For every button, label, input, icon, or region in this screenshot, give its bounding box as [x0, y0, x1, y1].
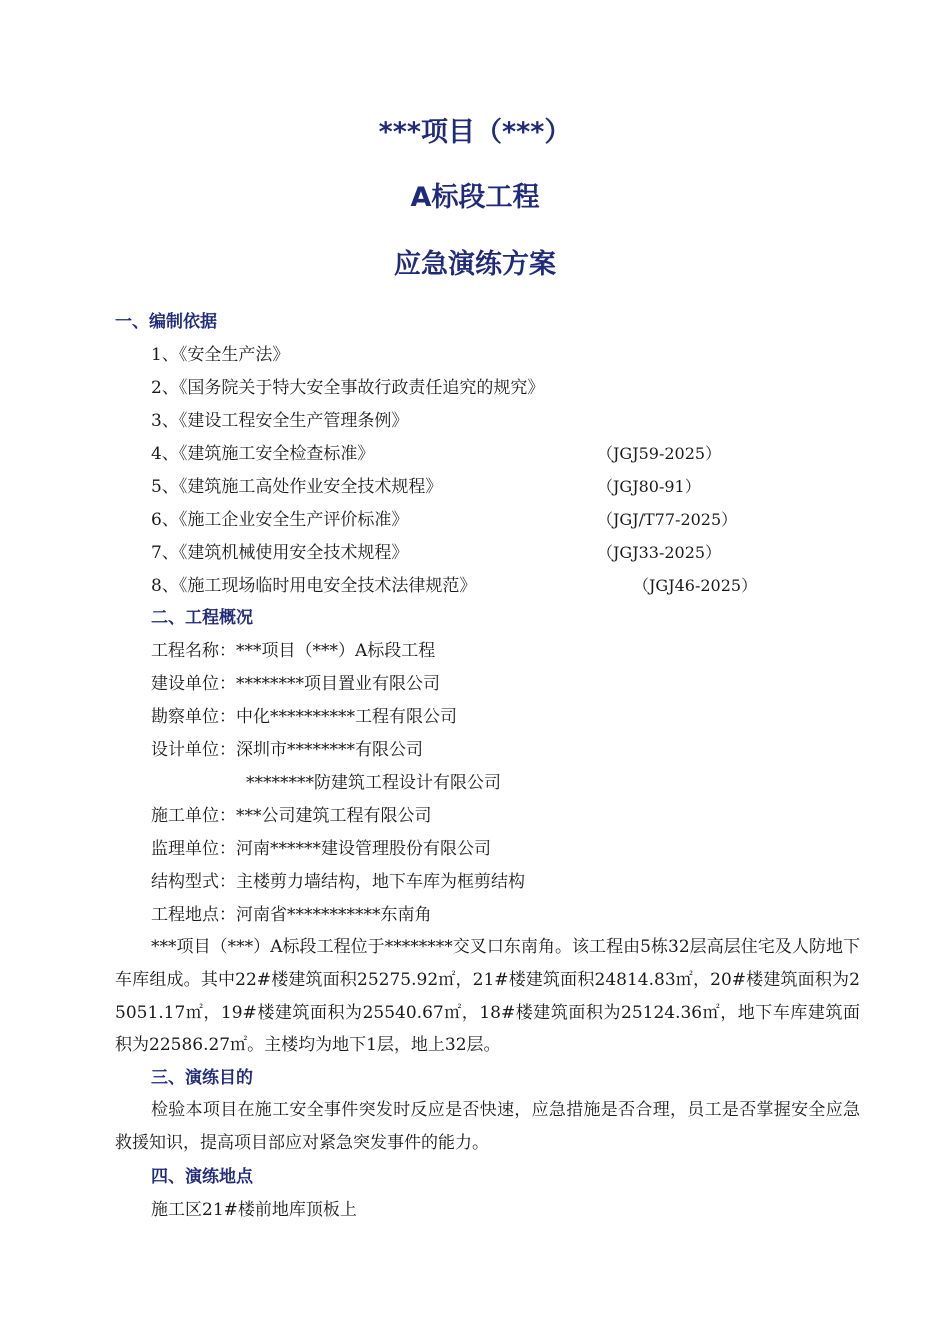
section-heading-basis: 一、编制依据 [115, 312, 217, 332]
basis-item-3: 3、《建设工程安全生产管理条例》 [151, 411, 409, 431]
purpose-paragraph: 检验本项目在施工安全事件突发时反应是否快速，应急措施是否合理，员工是否掌握安全应急救援知识，提高项目部应对紧急突发事件的能力。 [115, 1100, 860, 1153]
overview-design-unit-2: ********防建筑工程设计有限公司 [246, 773, 501, 793]
overview-location: 工程地点：河南省***********东南角 [151, 905, 432, 925]
section-heading-overview: 二、工程概况 [151, 608, 253, 628]
drill-location: 施工区21#楼前地库顶板上 [151, 1200, 357, 1220]
basis-item-4: 4、《建筑施工安全检查标准》 [151, 444, 375, 464]
basis-item-2: 2、《国务院关于特大安全事故行政责任追究的规究》 [151, 378, 545, 398]
basis-item-1: 1、《安全生产法》 [151, 345, 290, 365]
basis-item-5: 5、《建筑施工高处作业安全技术规程》 [151, 477, 443, 497]
overview-structure-type: 结构型式：主楼剪力墙结构，地下车库为框剪结构 [151, 872, 525, 892]
overview-design-unit: 设计单位：深圳市********有限公司 [151, 740, 423, 760]
basis-item-8-code: （JGJ46-2025） [633, 576, 758, 595]
overview-supervision-unit: 监理单位：河南******建设管理股份有限公司 [151, 839, 491, 859]
basis-item-6-code: （JGJ/T77-2025） [597, 510, 738, 529]
section-heading-purpose: 三、演练目的 [151, 1068, 253, 1088]
overview-paragraph: ***项目（***）A标段工程位于********交叉口东南角。该工程由5栋32层高层住宅及人防地下车库组成。其中22#楼建筑面积25275.92㎡，21#楼建筑面积24814.83㎡，20#楼建筑面积为25051.17㎡，19#楼建筑面积为25540.67㎡，18#楼建筑面积为25124.36㎡，地下车库建筑面积为22586.27㎡。主楼均为地下1层，地上32层。 [115, 937, 860, 1056]
document-title-line-3: 应急演练方案 [394, 249, 556, 280]
document-title-line-2: A标段工程 [410, 182, 540, 213]
document-title-line-1: ***项目（***） [378, 117, 572, 148]
section-heading-location: 四、演练地点 [151, 1167, 253, 1187]
overview-survey-unit: 勘察单位：中化**********工程有限公司 [151, 707, 457, 727]
basis-item-5-code: （JGJ80-91） [597, 477, 701, 496]
basis-item-4-code: （JGJ59-2025） [597, 444, 722, 463]
basis-item-7-code: （JGJ33-2025） [597, 543, 722, 562]
overview-construction-unit: 施工单位：***公司建筑工程有限公司 [151, 806, 432, 826]
basis-item-8: 8、《施工现场临时用电安全技术法律规范》 [151, 576, 477, 596]
overview-developer: 建设单位：********项目置业有限公司 [151, 674, 440, 694]
basis-item-6: 6、《施工企业安全生产评价标准》 [151, 510, 409, 530]
overview-project-name: 工程名称：***项目（***）A标段工程 [151, 641, 436, 661]
basis-item-7: 7、《建筑机械使用安全技术规程》 [151, 543, 409, 563]
